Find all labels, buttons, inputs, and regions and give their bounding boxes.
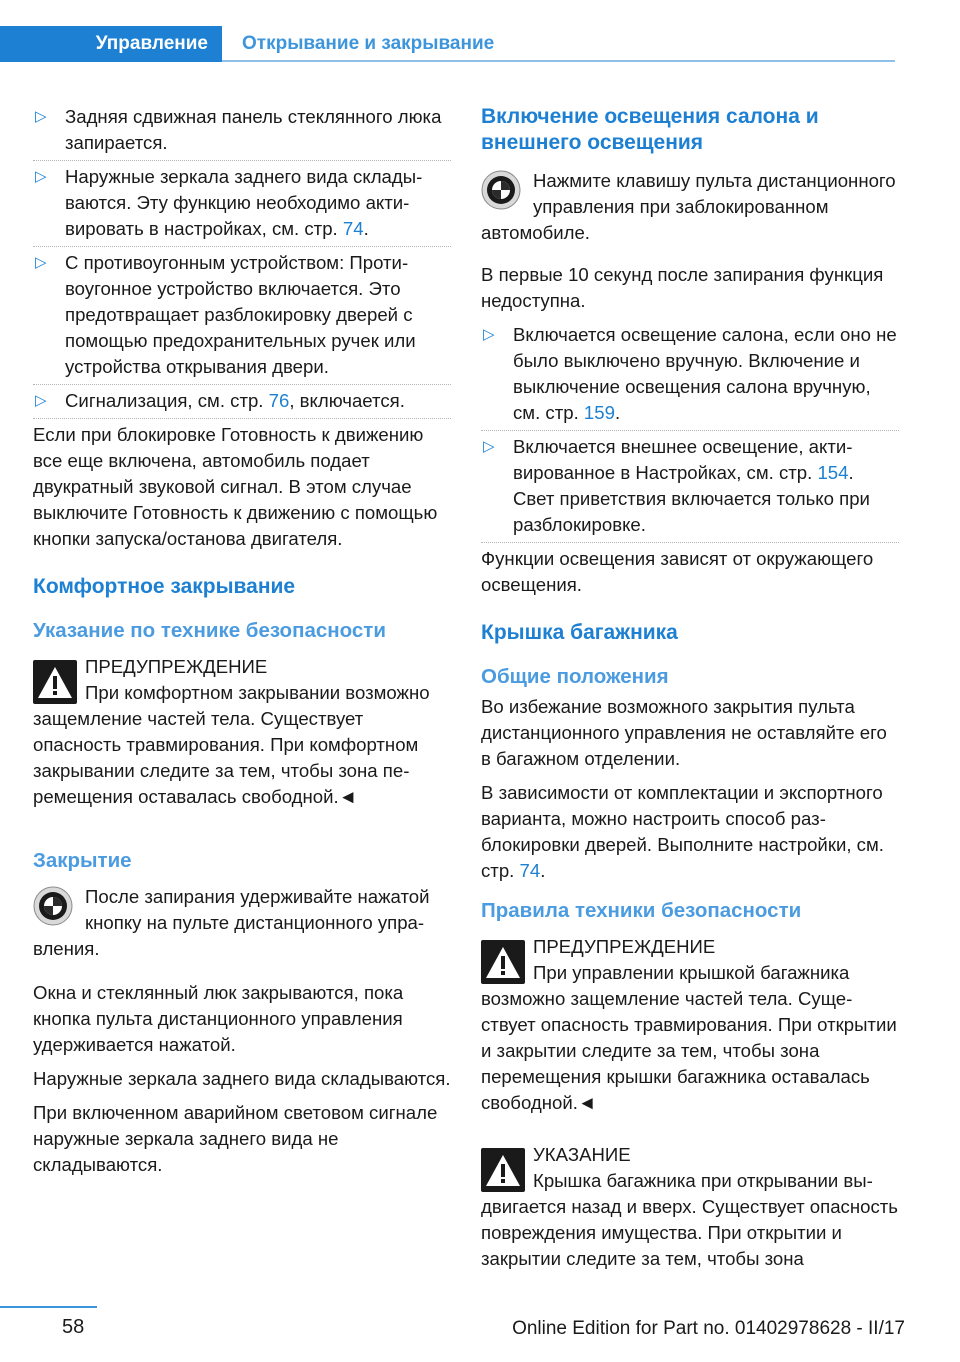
key-instruction: Нажмите клавишу пульта дистанционного управления при заблокированном автомобиле. (481, 170, 896, 243)
section-tab: Управление (0, 26, 222, 62)
subsection-tab: Открывание и закрывание (242, 33, 495, 54)
warning-triangle-icon (33, 660, 77, 704)
key-instruction: После запирания удерживайте нажатой кнопку на пульте дистанционного управления. (33, 886, 430, 959)
warning-text: При управлении крышкой багажника возможно защемление частей тела. Существует опасность травмирования. При открытии и закрытии следите за тем, чтобы зона перемещения крышки багажника оставалась свободной.◄ (481, 962, 897, 1113)
list-item: ▷ Задняя сдвижная панель стеклянного люка запирается. (33, 104, 451, 156)
page-link[interactable]: 76 (268, 390, 290, 411)
subsection-heading: Общие положения (481, 665, 669, 688)
bullet-triangle-icon: ▷ (35, 392, 47, 409)
paragraph: Наружные зеркала заднего вида складываются. (33, 1068, 451, 1089)
warning-title: ПРЕДУПРЕЖДЕНИЕ (533, 936, 716, 957)
edition-footer: Online Edition for Part no. 01402978628 - II/17 (512, 1318, 905, 1339)
warning-text: При комфортном закрывании возможно защемление частей тела. Существует опасность травмирования. При комфортном закрывании следите за тем, чтобы зона перемещения оставалась свободной.◄ (33, 682, 430, 807)
header-rule (222, 60, 895, 62)
bullet-triangle-icon: ▷ (35, 254, 47, 271)
paragraph: Функции освещения зависят от окружающего освещения. (481, 548, 874, 595)
list-item: ▷ Включается освещение салона, если оно не было выключено вручную. Включение и выключение освещения салона вручную, см. стр. 159. (481, 322, 899, 426)
section-heading: Включение освещения салона и внешнего освещения (481, 105, 819, 154)
page-link[interactable]: 154 (817, 462, 849, 483)
list-item: ▷ Наружные зеркала заднего вида складываются. Эту функцию необходимо активировать в настройках, см. стр. 74. (33, 164, 451, 242)
list-item: ▷ Включается внешнее освещение, активированное в Настройках, см. стр. 154. Свет приветствия включается только при разблокировке. (481, 434, 899, 538)
warning-title: ПРЕДУПРЕЖДЕНИЕ (85, 656, 268, 677)
list-item: ▷ Сигнализация, см. стр. 76, включается. (33, 388, 451, 414)
bmw-logo-key-icon (481, 170, 521, 210)
bullet-triangle-icon: ▷ (483, 438, 495, 455)
right-column (481, 104, 899, 1280)
page-header (0, 26, 895, 62)
bmw-logo-key-icon (33, 886, 73, 926)
subsection-heading: Указание по технике безопасности (33, 619, 386, 642)
warning-triangle-icon (481, 940, 525, 984)
paragraph: Во избежание возможного закрытия пульта дистанционного управления не оставляйте его в багажном отделении. (481, 696, 887, 769)
note-title: УКАЗАНИЕ (533, 1144, 631, 1165)
warning-block (33, 654, 451, 810)
left-column (33, 104, 451, 1186)
bullet-triangle-icon: ▷ (483, 326, 495, 343)
warning-block (481, 934, 899, 1116)
section-heading: Крышка багажника (481, 621, 678, 644)
paragraph: В зависимости от комплектации и экспортного варианта, можно настроить способ разблокировки дверей. Выполните настройки, см. стр. 74. (481, 782, 884, 881)
page-link[interactable]: 159 (583, 402, 615, 423)
bullet-triangle-icon: ▷ (35, 168, 47, 185)
paragraph: В первые 10 секунд после запирания функция недоступна. (481, 264, 884, 311)
paragraph: Если при блокировке Готовность к движению все еще включена, автомобиль подает двукратный звуковой сигнал. В этом случае выключите Готовность к движению с помощью кнопки запуска/останова двигателя. (33, 424, 438, 549)
page-link[interactable]: 74 (519, 860, 541, 881)
subsection-heading: Закрытие (33, 849, 132, 872)
list-item: ▷ С противоугонным устройством: Противоугонное устройство включается. Это предотвращает разблокировку дверей с помощью предохранительных ручек или устройства открывания двери. (33, 250, 451, 380)
bullet-triangle-icon: ▷ (35, 108, 47, 125)
section-heading: Комфортное закрывание (33, 575, 296, 598)
note-text: Крышка багажника при открывании выдвигается назад и вверх. Существует опасность повреждения имущества. При открытии и закрытии следите за тем, чтобы зона (481, 1170, 898, 1269)
paragraph: Окна и стеклянный люк закрываются, пока кнопка пульта дистанционного управления удерживается нажатой. (33, 982, 404, 1055)
note-block (481, 1142, 899, 1272)
footer-rule (0, 1306, 97, 1308)
warning-triangle-icon (481, 1148, 525, 1192)
page-number: 58 (62, 1316, 85, 1338)
page-link[interactable]: 74 (342, 218, 364, 239)
subsection-heading: Правила техники безопасности (481, 899, 802, 922)
paragraph: При включенном аварийном световом сигнале наружные зеркала заднего вида не складываются. (33, 1102, 438, 1175)
